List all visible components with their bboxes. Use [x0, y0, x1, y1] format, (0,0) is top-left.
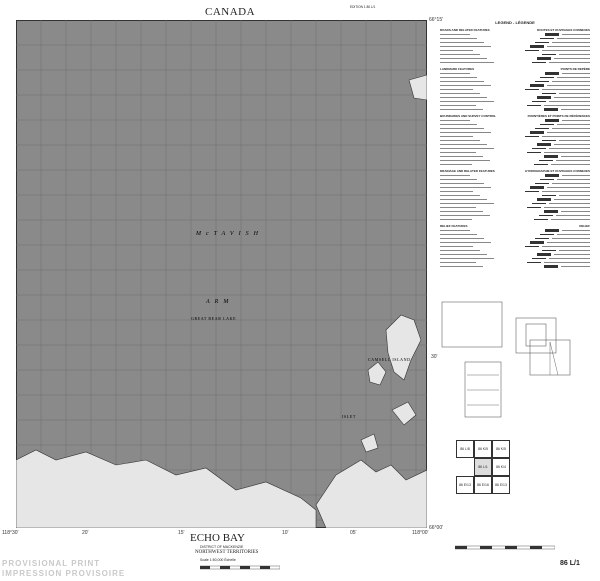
legend-section [440, 67, 590, 111]
legend-section [440, 169, 590, 221]
island-small-3 [409, 75, 427, 100]
legend-heading-en: ROADS AND RELATED FEATURES [440, 28, 490, 32]
sheet-number: 86 L/1 [560, 560, 580, 567]
territory-label: NORTHWEST TERRITORIES [195, 550, 259, 555]
index-cell-s: 86 E/16 [474, 476, 492, 494]
legend-row [440, 162, 590, 166]
legend-title: LEGEND - LÉGENDE [495, 20, 535, 25]
legend-section [440, 114, 590, 166]
legend-heading-fr: HYDROGRAPHIE ET OUVRAGES CONNEXES [525, 169, 590, 173]
legend-heading-en: DRAINAGE AND RELATED FEATURES [440, 169, 495, 173]
index-cell-n: 86 K/5 [474, 440, 492, 458]
topographic-map[interactable] [16, 20, 427, 528]
scale-label: Scale 1:50,000 Échelle [200, 558, 236, 562]
impression-provisoire-watermark: IMPRESSION PROVISOIRE [2, 569, 126, 578]
utm-grid [16, 20, 427, 528]
label-arm: ARM [206, 299, 234, 305]
legend-heading-fr: RELIEF [579, 224, 590, 228]
label-great-bear-lake: GREAT BEAR LAKE [191, 316, 237, 321]
declination-diagrams [440, 300, 590, 460]
legend-row [440, 107, 590, 111]
coord-bottom-right: 66°00' [429, 525, 444, 531]
label-islet: ISLET [342, 414, 356, 419]
coord-tick-1: 20' [82, 530, 89, 536]
coord-tick-3: 10' [282, 530, 289, 536]
legend-heading-en: LANDMARK FEATURES [440, 67, 475, 71]
legend-heading-fr: ROUTES ET OUVRAGES CONNEXES [537, 28, 590, 32]
label-mctavish: McTAVISH [196, 231, 263, 237]
map-country-title: CANADA [205, 6, 256, 18]
index-cell-nw: 86 L/8 [456, 440, 474, 458]
coord-bottom-left-lon: 118°30' [2, 530, 19, 536]
legend-section [440, 28, 590, 64]
scale-bar [200, 565, 280, 571]
legend-heading-en: BOUNDARIES AND SURVEY CONTROL [440, 114, 497, 118]
label-camsell-island: CAMSELL ISLAND [368, 357, 411, 362]
map-sheet-name: ECHO BAY [190, 532, 245, 544]
index-cell-center: 86 L/1 [474, 458, 492, 476]
edition-label: EDITION 1 86 L/1 [350, 5, 376, 9]
coord-top-right: 66°15' [429, 17, 444, 23]
contour-scale-bar [455, 545, 555, 555]
legend-heading-fr: POINTS DE REPÈRE [560, 67, 590, 71]
legend-row [440, 264, 590, 268]
island-camsell [368, 362, 386, 385]
index-cell-ne: 86 K/5 [492, 440, 510, 458]
district-label: DISTRICT OF MACKENZIE [200, 545, 244, 549]
legend-heading-fr: FRONTIÈRES ET POINTS DE RÉFÉRENCES [527, 114, 590, 118]
legend-row [440, 60, 590, 64]
index-cell-se: 86 E/13 [492, 476, 510, 494]
adjoining-sheets-index [456, 440, 510, 494]
legend-row [440, 217, 590, 221]
island-small-1 [392, 402, 416, 425]
coord-right-mid: 30' [431, 354, 438, 360]
coord-tick-4: 05' [350, 530, 357, 536]
legend-sections [440, 28, 590, 268]
legend-section [440, 224, 590, 268]
index-cell-sw: 86 E/13 [456, 476, 474, 494]
legend-heading-en: RELIEF FEATURES [440, 224, 468, 228]
coord-tick-2: 15' [178, 530, 185, 536]
index-cell-e: 86 K/4 [492, 458, 510, 476]
coord-bottom-right-lon: 118°00' [412, 530, 429, 536]
provisional-print-watermark: PROVISIONAL PRINT [2, 559, 101, 568]
legend [440, 20, 590, 300]
island-small-2 [361, 434, 378, 452]
